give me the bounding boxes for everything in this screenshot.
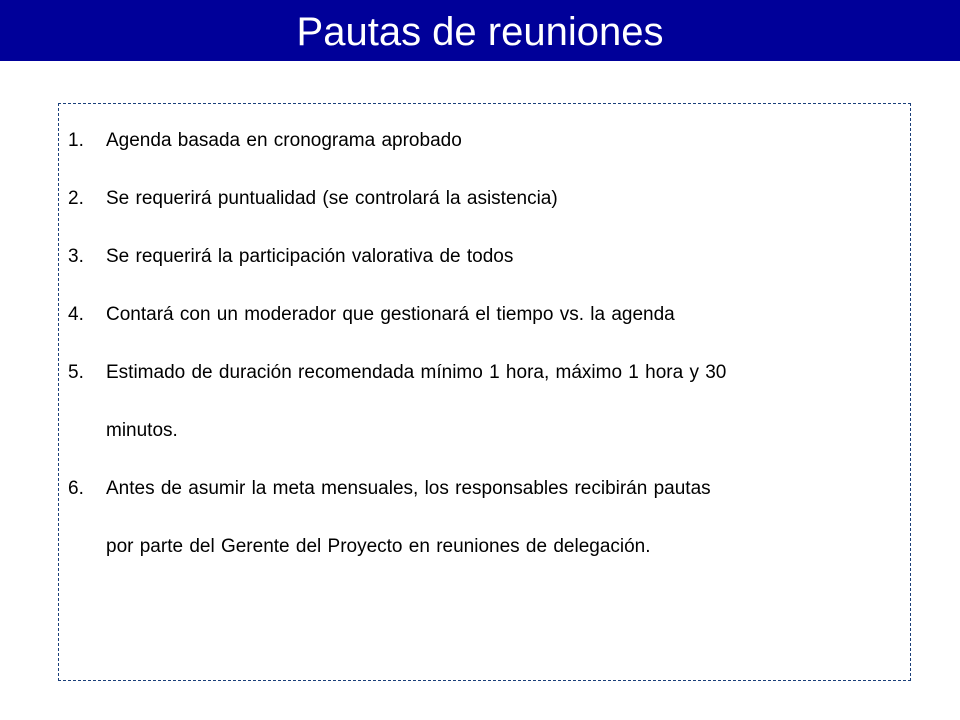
item-number: 5.: [68, 362, 84, 383]
item-number: 2.: [68, 188, 84, 209]
item-text: Se requerirá la participación valorativa de todos: [106, 246, 514, 267]
page-title: Pautas de reuniones: [296, 10, 664, 54]
item-number: 6.: [68, 478, 84, 499]
item-text: Contará con un moderador que gestionará el tiempo vs. la agenda: [106, 304, 675, 325]
list-item: [68, 474, 888, 561]
list-item: [68, 184, 888, 213]
item-number: 1.: [68, 130, 84, 151]
content-box: [58, 103, 911, 681]
item-text-continued: minutos.: [106, 420, 178, 441]
item-text: Se requerirá puntualidad (se controlará la asistencia): [106, 188, 558, 209]
list-item: [68, 300, 888, 329]
list-item: [68, 358, 888, 445]
item-number: 3.: [68, 246, 84, 267]
item-text: Estimado de duración recomendada mínimo 1 hora, máximo 1 hora y 30: [106, 362, 727, 383]
item-number: 4.: [68, 304, 84, 325]
list-item: [68, 126, 888, 155]
guideline-list: [68, 126, 888, 590]
list-item: [68, 242, 888, 271]
item-text: Antes de asumir la meta mensuales, los responsables recibirán pautas: [106, 478, 711, 499]
item-text-continued: por parte del Gerente del Proyecto en reuniones de delegación.: [106, 536, 651, 557]
item-text: Agenda basada en cronograma aprobado: [106, 130, 462, 151]
